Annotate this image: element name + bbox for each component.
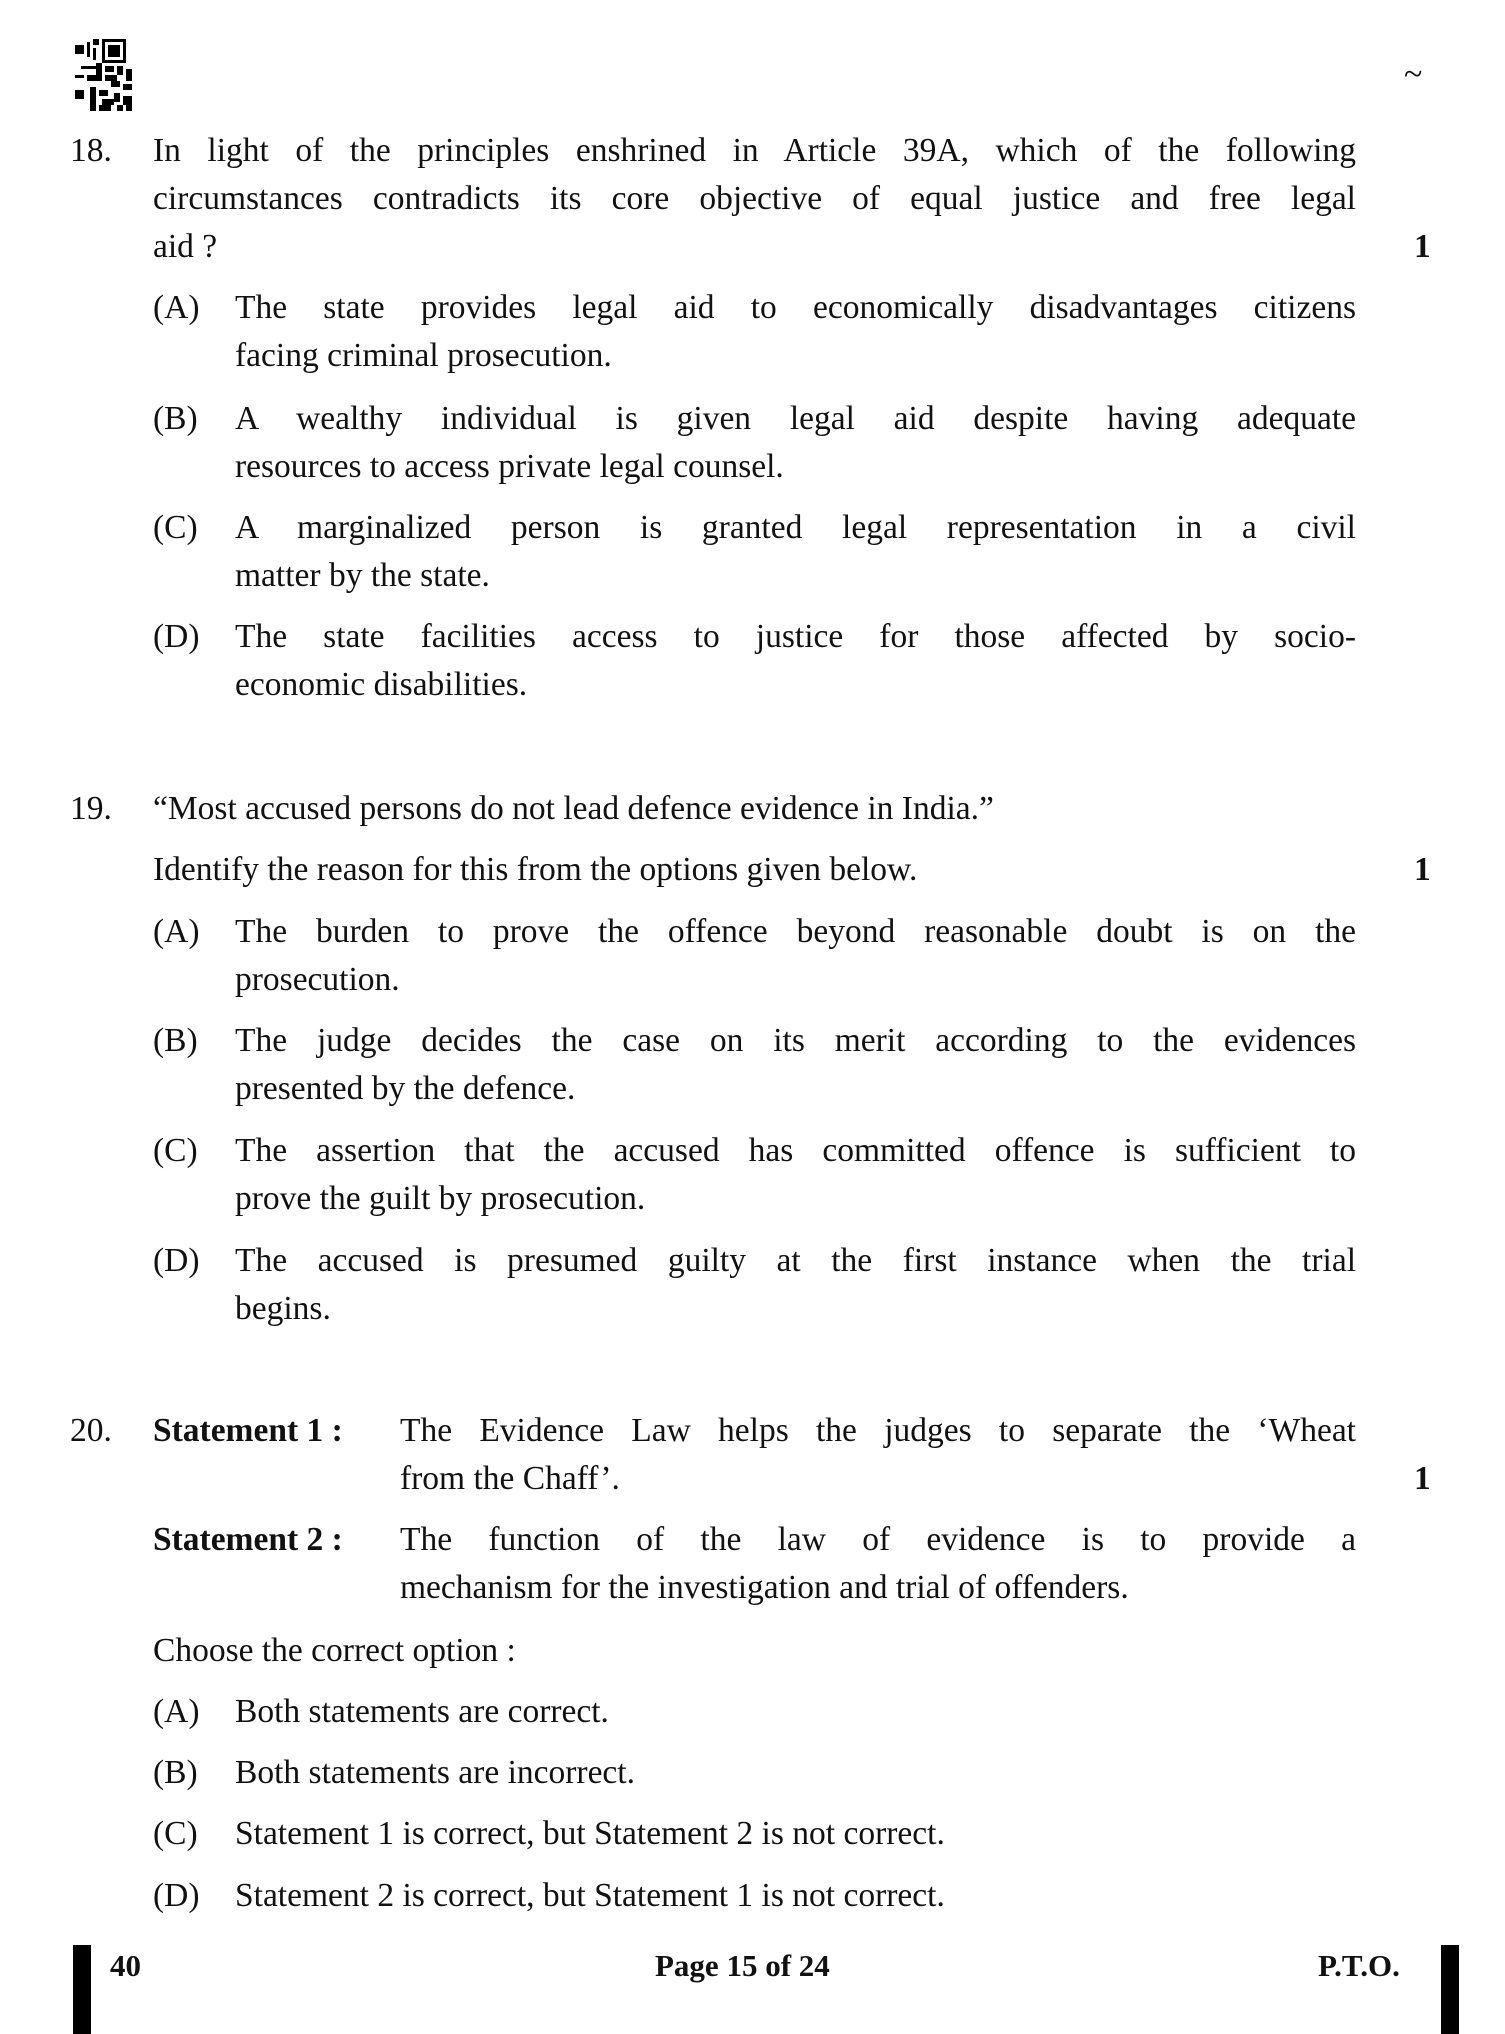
- question-number: 19.: [70, 790, 112, 827]
- option-d[interactable]: [153, 1872, 1356, 1920]
- option-label: (A): [153, 913, 200, 950]
- statement-1: [153, 1407, 1356, 1503]
- option-text-line: The assertion that the accused has committed offence is sufficient to: [235, 1132, 1356, 1169]
- question-instruction: Choose the correct option :: [153, 1632, 516, 1669]
- question-number: 20.: [70, 1412, 112, 1449]
- option-text-line: economic disabilities.: [235, 666, 528, 703]
- marks-label: 1: [1414, 228, 1431, 265]
- option-label: (C): [153, 509, 198, 546]
- option-a[interactable]: [153, 1688, 1356, 1736]
- option-text-line: begins.: [235, 1290, 331, 1327]
- option-text: Statement 2 is correct, but Statement 1 is not correct.: [235, 1877, 945, 1914]
- statement-2: [153, 1516, 1356, 1612]
- option-text: Both statements are correct.: [235, 1693, 609, 1730]
- question-quote: “Most accused persons do not lead defence evidence in India.”: [153, 790, 994, 827]
- question-number: 18.: [70, 132, 112, 169]
- option-text-line: prosecution.: [235, 961, 400, 998]
- option-a[interactable]: [153, 284, 1356, 380]
- option-d[interactable]: [153, 613, 1356, 709]
- option-text-line: The burden to prove the offence beyond reasonable doubt is on the: [235, 913, 1356, 950]
- footer-page-number: Page 15 of 24: [655, 1948, 830, 1983]
- option-c[interactable]: [153, 1127, 1356, 1223]
- option-c[interactable]: [153, 1810, 1356, 1858]
- corner-mark: ~: [1404, 56, 1423, 93]
- question-text-line: In light of the principles enshrined in Article 39A, which of the following: [153, 132, 1356, 169]
- option-text-line: The judge decides the case on its merit according to the evidences: [235, 1022, 1356, 1059]
- statement-label: Statement 2 :: [153, 1521, 343, 1558]
- statement-text-line: mechanism for the investigation and trial of offenders.: [400, 1569, 1129, 1606]
- question-text-line: aid ?: [153, 228, 218, 265]
- option-b[interactable]: [153, 1017, 1356, 1113]
- option-label: (C): [153, 1815, 198, 1852]
- option-text-line: A marginalized person is granted legal representation in a civil: [235, 509, 1356, 546]
- option-label: (B): [153, 1754, 198, 1791]
- option-text-line: The accused is presumed guilty at the first instance when the trial: [235, 1242, 1356, 1279]
- option-text-line: A wealthy individual is given legal aid despite having adequate: [235, 400, 1356, 437]
- footer-code: 40: [110, 1948, 141, 1983]
- option-b[interactable]: [153, 395, 1356, 491]
- option-label: (A): [153, 1693, 200, 1730]
- option-label: (D): [153, 1242, 200, 1279]
- footer-pto: P.T.O.: [1318, 1948, 1400, 1983]
- option-label: (B): [153, 400, 198, 437]
- option-label: (A): [153, 289, 200, 326]
- footer-right-bar: [1441, 1945, 1459, 2034]
- marks-label: 1: [1414, 851, 1431, 888]
- statement-text-line: The Evidence Law helps the judges to separate the ‘Wheat: [400, 1412, 1356, 1449]
- option-text: Statement 1 is correct, but Statement 2 is not correct.: [235, 1815, 945, 1852]
- option-text-line: facing criminal prosecution.: [235, 337, 612, 374]
- option-label: (C): [153, 1132, 198, 1169]
- question-instruction: Identify the reason for this from the options given below.: [153, 851, 918, 888]
- option-a[interactable]: [153, 908, 1356, 1004]
- option-label: (D): [153, 1877, 200, 1914]
- statement-text-line: The function of the law of evidence is to provide a: [400, 1521, 1356, 1558]
- option-text: Both statements are incorrect.: [235, 1754, 635, 1791]
- option-b[interactable]: [153, 1749, 1356, 1797]
- option-d[interactable]: [153, 1237, 1356, 1333]
- option-c[interactable]: [153, 504, 1356, 600]
- option-label: (D): [153, 618, 200, 655]
- option-text-line: prove the guilt by prosecution.: [235, 1180, 646, 1217]
- option-text-line: resources to access private legal counsel.: [235, 448, 784, 485]
- statement-text-line: from the Chaff’.: [400, 1460, 620, 1497]
- marks-label: 1: [1414, 1460, 1431, 1497]
- footer-left-bar: [73, 1945, 91, 2034]
- option-text-line: matter by the state.: [235, 557, 490, 594]
- qr-code-icon: [75, 38, 141, 112]
- option-text-line: The state provides legal aid to economically disadvantages citizens: [235, 289, 1356, 326]
- option-text-line: The state facilities access to justice for those affected by socio-: [235, 618, 1356, 655]
- option-label: (B): [153, 1022, 198, 1059]
- option-text-line: presented by the defence.: [235, 1070, 576, 1107]
- statement-label: Statement 1 :: [153, 1412, 343, 1449]
- question-text-line: circumstances contradicts its core objective of equal justice and free legal: [153, 180, 1356, 217]
